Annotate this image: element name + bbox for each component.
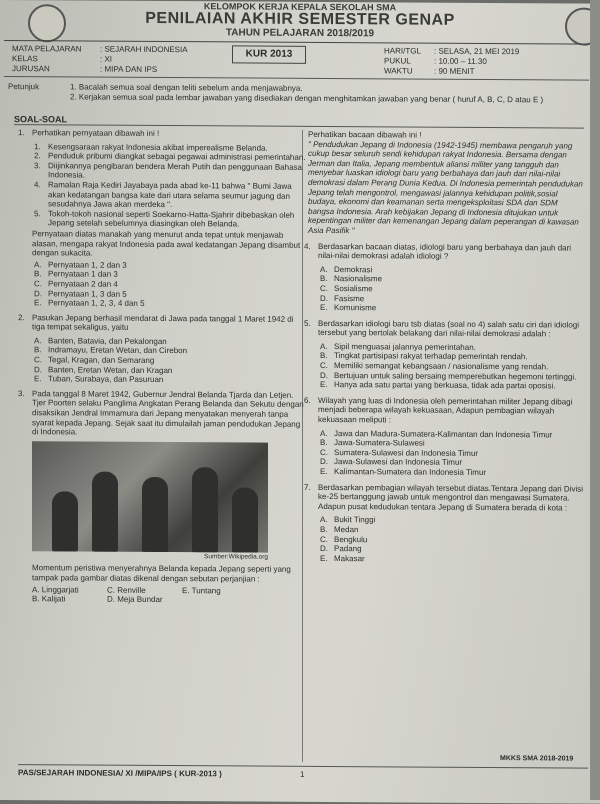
option-text: Nasionalisme — [334, 274, 383, 284]
statement-text: Penduduk pribumi diangkat sebagai pegawai administrasi pemerintahan. — [48, 151, 306, 163]
statement-text: Diijinkannya pengibaran bendera Merah Putih dan penggunaan Bahasa Indonesia. — [48, 161, 302, 180]
option-text: Tegal, Kragan, dan Semarang — [48, 355, 155, 366]
option-letter: E. — [320, 303, 328, 313]
question-7 — [304, 482, 586, 513]
option-letter: E. — [320, 466, 328, 477]
hari-value: : SELASA, 21 MEI 2019 — [434, 46, 520, 57]
question-6 — [304, 396, 586, 427]
statement-number: 5. — [34, 208, 41, 218]
question-stem: Pasukan Jepang berhasil mendarat di Jawa pada tanggal 1 Maret 1942 di tiga tempat sekaligus, yaitu — [32, 312, 294, 333]
option-text: Padang — [334, 544, 362, 554]
option-letter: B. — [320, 438, 328, 448]
option-letter: B. — [320, 274, 328, 284]
option-text: Jawa dan Madura-Sumatera-Kalimantan dan Indonesia Timur — [334, 428, 553, 439]
instruction-item: 2. Kerjakan semua soal pada lembar jawaban yang disediakan dengan menghitamkan jawaban yang benar ( huruf A, B, C, D atau E ) — [70, 92, 544, 105]
question-stem: Pada tanggal 8 Maret 1942, Gubernur Jendral Belanda Tjarda dan Letjen. Tjer Poorten selaku Panglima Angkatan Perang Belanda dan Sekutu dengan disaksikan Jendral Immamura dari Jepang menyatakan menyerah tanpa syarat kepada Jepang. Sejak saat itu dimulailah jaman pendudukan Jepang di Indonesia. — [32, 389, 304, 437]
option-text: Pernyataan 1, 3 dan 5 — [48, 288, 127, 299]
mapel-label: MATA PELAJARAN — [12, 44, 82, 54]
instructions-label: Petunjuk — [8, 82, 40, 92]
header-organizer: KELOMPOK KERJA KEPALA SEKOLAH SMA — [203, 1, 397, 13]
option-letter: B. — [320, 351, 328, 361]
option-text: Pernyataan 2 dan 4 — [48, 279, 118, 289]
footer-subject: PAS/SEJARAH INDONESIA/ XI /MIPA/IPS ( KUR-2013 ) — [18, 768, 222, 779]
option-letter: A. — [320, 341, 328, 351]
option-letter: B. — [320, 524, 328, 534]
option-letter: E. — [34, 374, 42, 384]
answer-option[interactable] — [304, 380, 586, 391]
instruction-item: 1. Bacalah semua soal dengan teliti sebelum anda menjawabnya. — [70, 82, 303, 93]
option-text: Banten, Batavia, dan Pekalongan — [48, 336, 167, 346]
academic-year: TAHUN PELAJARAN 2018/2019 — [225, 27, 375, 40]
question-stem: Berdasarkan pembagian wilayah tersebut diatas.Tentara Jepang dari Divisi ke-25 bertanggung jawab untuk mengontrol dan mengawasi Sumatera. Adapun pusat kedudukan tentara Jepang di Sumatera berada di kota : — [318, 482, 584, 513]
question-number: 4. — [304, 241, 311, 251]
option-text: Bengkulu — [334, 534, 368, 544]
option-text: Demokrasi — [334, 264, 373, 274]
question-prompt: Momentum peristiwa menyerahnya Belanda kepada Jepang seperti yang tampak pada gambar diatas dikenal dengan sebutan perjanjian : — [32, 563, 291, 584]
option-text: Makasar — [334, 553, 365, 563]
left-column — [18, 128, 308, 606]
mapel-value: : SEJARAH INDONESIA — [100, 44, 188, 55]
answer-options — [18, 585, 308, 606]
answer-option[interactable]: A. Linggarjati — [32, 584, 79, 595]
question-stem: Perhatikan pernyataan dibawah ini ! — [32, 128, 160, 138]
right-column — [304, 130, 586, 565]
option-letter: E. — [320, 380, 328, 390]
question-stem: Berdasarkan idiologi baru tsb diatas (soal no 4) salah satu ciri dari idiologi tersebut yang bertolak belakang dari nilai-nilai demokrasi adalah : — [318, 318, 580, 339]
option-text: Medan — [334, 525, 359, 535]
instructions — [70, 82, 570, 105]
option-letter: C. — [320, 447, 328, 457]
answer-option[interactable]: C. Renville — [107, 585, 146, 595]
pukul-value: : 10.00 – 11.30 — [434, 56, 487, 66]
option-letter: A. — [320, 428, 328, 438]
option-text: Bukit Tinggi — [334, 515, 376, 525]
option-letter: E. — [34, 298, 42, 308]
option-letter: A. — [320, 264, 328, 274]
surrender-photo — [32, 441, 268, 552]
photo-figure — [192, 467, 218, 552]
question-number: 3. — [18, 388, 25, 398]
option-letter: C. — [320, 283, 328, 293]
statement-number: 3. — [34, 160, 41, 171]
question-1 — [18, 128, 308, 139]
statement-text: Tokoh-tokoh nasional seperti Soekarno-Hatta-Sjahrir dibebaskan oleh Jepang setelah sebelumnya diasingkan oleh Belanda. — [48, 209, 295, 229]
answer-option[interactable]: B. Kalijati — [32, 594, 66, 604]
subject-info — [12, 44, 188, 75]
question-number: 7. — [304, 482, 311, 492]
option-text: Pernyataan 1 dan 3 — [48, 269, 118, 280]
question-number: 5. — [304, 318, 311, 328]
option-letter: A. — [320, 515, 328, 525]
question-stem: Wilayah yang luas di Indonesia oleh pemerintahan militer Jepang dibagi menjadi beberapa wilayah kekuasaan, Adapun pembagian wilayah kekuasaan meliputi : — [318, 395, 573, 425]
option-letter: C. — [34, 279, 42, 289]
waktu-label: WAKTU — [384, 66, 413, 76]
statement-item — [18, 161, 308, 182]
option-text: Kalimantan-Sumatera dan Indonesia Timur — [334, 467, 487, 477]
answer-option[interactable]: D. Meja Bundar — [107, 594, 163, 605]
schedule-info — [384, 46, 519, 77]
option-text: Pernyataan 1, 2, 3, 4 dan 5 — [48, 298, 145, 308]
photo-figure — [142, 477, 168, 552]
option-text: Jawa-Sumatera-Sulawesi — [334, 438, 425, 448]
jurusan-value: : MIPA DAN IPS — [100, 64, 158, 74]
option-letter: A. — [34, 336, 42, 346]
statement-number: 2. — [34, 151, 41, 161]
statement-number: 1. — [34, 141, 41, 151]
photo-caption: Sumber:Wikipedia.org — [204, 553, 268, 561]
statement-text: Kesengsaraan rakyat Indonesia akibat imperealisme Belanda. — [48, 141, 268, 153]
curriculum-badge: KUR 2013 — [232, 45, 306, 63]
option-text: Hanya ada satu partai yang berkuasa, tidak ada partai oposisi. — [334, 380, 556, 391]
option-text: Sosialisme — [334, 283, 373, 294]
kelas-label: KELAS — [12, 54, 38, 64]
option-letter: D. — [34, 364, 42, 374]
answer-option[interactable]: E. Tuntang — [182, 585, 221, 595]
option-letter: D. — [320, 293, 328, 303]
waktu-value: : 90 MENIT — [434, 66, 475, 76]
photo-figure — [92, 471, 118, 551]
option-text: Komunisme — [334, 303, 377, 313]
option-text: Pernyataan 1, 2 dan 3 — [48, 260, 127, 270]
answer-option[interactable] — [18, 374, 308, 385]
question-5 — [304, 319, 586, 340]
reading-passage: " Pendudukan Jepang di Indonesia (1942-1945) membawa pengaruh yang cukup besar seluruh sendi kehidupan rakyat Indonesia. Bersama dengan Jerman dan Italia, Jepang membentuk aliansi militer yang tangguh dan menyebar luaskan idiologi baru yang berbahaya dan jauh dari nilai-nilai demokrasi dalam Perang Dunia Kedua. Di Indonesia pemerintah pendudukan Jepang telah mengontrol, mengawasi jalannya kehidupan politik,sosial budaya, ekonomi dan keamanan serta mengeksploitasi SDA dan SDM bangsa Indonesia. Arah kebijakan Jepang di Indonesia ditujukan untuk kepentingan militer dan kemenangan Jepang dalam peperangan di kawasan Asia Pasifik " — [308, 139, 583, 236]
option-letter: D. — [34, 288, 42, 298]
question-3 — [18, 389, 308, 439]
kelas-value: : XI — [100, 54, 113, 64]
statement-number: 4. — [34, 180, 41, 190]
option-text: Bertujuan untuk saling bersaing memperebutkan hegemoni tertinggi. — [334, 370, 577, 382]
question-4 — [304, 241, 586, 262]
section-title: SOAL-SOAL — [14, 114, 67, 125]
answer-option[interactable] — [18, 298, 308, 309]
page-number: 1 — [300, 769, 305, 779]
question-number: 6. — [304, 395, 311, 405]
option-letter: A. — [34, 259, 42, 269]
option-letter: D. — [320, 370, 328, 380]
jurusan-label: JURUSAN — [12, 64, 50, 74]
option-letter: B. — [34, 345, 42, 355]
answer-option[interactable] — [304, 554, 586, 565]
option-text: Indramayu, Eretan Wetan, dan Cirebon — [48, 345, 188, 356]
option-letter: E. — [320, 553, 328, 563]
option-letter: D. — [320, 544, 328, 554]
option-text: Memiliki semangat kebangsaan / nasionalisme yang rendah. — [334, 361, 549, 372]
option-letter: C. — [320, 361, 328, 371]
option-letter: C. — [320, 534, 328, 544]
hari-label: HARI/TGL — [384, 46, 421, 56]
option-text: Banten, Eretan Wetan, dan Kragan — [48, 364, 173, 375]
option-text: Sipil menguasai jalannya pemerintahan. — [334, 341, 476, 352]
pukul-label: PUKUL — [384, 56, 411, 66]
question-number: 1. — [18, 128, 25, 138]
option-text: Tuban, Surabaya, dan Pasuruan — [48, 374, 164, 385]
statement-text: Ramalan Raja Kediri Jayabaya pada abad ke-11 bahwa " Bumi Jawa akan kedatangan bangsa kate dari utara selama seumur jagung dan sesudahnya Jawa akan merdeka ". — [48, 180, 292, 210]
footer-organizer: MKKS SMA 2018-2019 — [500, 755, 574, 763]
photo-figure — [232, 487, 258, 552]
option-letter: D. — [320, 457, 328, 467]
statement-item — [18, 180, 308, 211]
question-stem: Berdasarkan bacaan diatas, idiologi baru yang berbahaya dan jauh dari nilai-nilai demokrasi adalah idiologi ? — [318, 241, 572, 261]
photo-figure — [52, 491, 78, 551]
statement-item — [18, 209, 308, 230]
question-prompt: Pernyataan diatas manakah yang menurut anda tepat untuk menjawab alasan, mengapa rakyat Indonesia pada awal kedatangan Jepang disambut dengan sukacita. — [32, 229, 301, 258]
question-2 — [18, 313, 308, 334]
option-text: Fasisme — [334, 293, 365, 303]
answer-option[interactable] — [304, 303, 586, 314]
option-text: Sumatera-Sulawesi dan Indonesia Timur — [334, 447, 479, 458]
option-text: Jawa-Sulawesi dan Indonesia Timur — [334, 457, 463, 468]
reading-intro: Perhatikan bacaan dibawah ini ! — [308, 129, 422, 140]
page-edge-shadow — [590, 0, 600, 800]
option-text: Tingkat partisipasi rakyat terhadap pemerintah rendah. — [334, 351, 528, 362]
question-number: 2. — [18, 312, 25, 322]
option-letter: B. — [34, 269, 42, 279]
answer-option[interactable] — [304, 467, 586, 478]
exam-title: PENILAIAN AKHIR SEMESTER GENAP — [145, 9, 455, 29]
option-letter: C. — [34, 355, 42, 365]
